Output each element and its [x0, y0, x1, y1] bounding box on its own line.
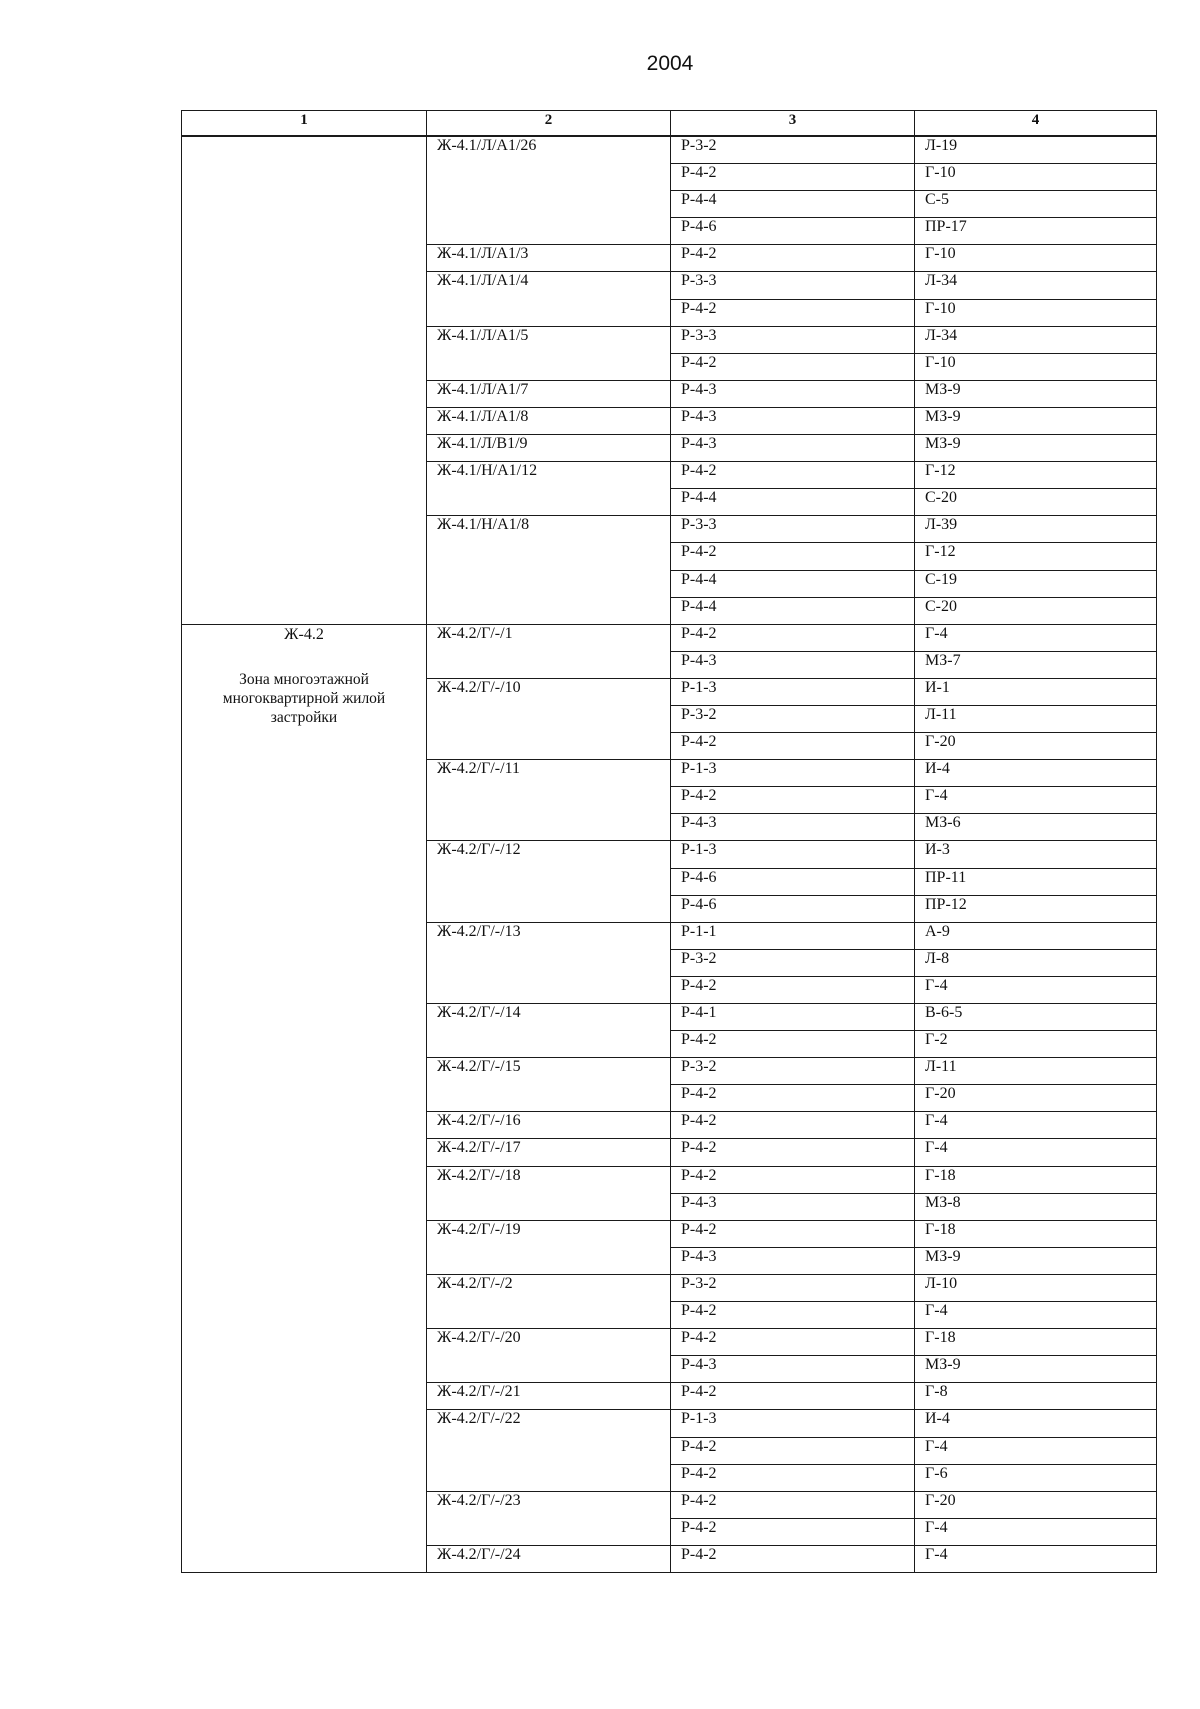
subzone-code: Ж-4.2/Г/-/19 [427, 1220, 671, 1274]
subzone-code: Ж-4.1/Л/А1/7 [427, 380, 671, 407]
subzone-code: Ж-4.2/Г/-/16 [427, 1112, 671, 1139]
regulation-code: Р-4-2 [671, 543, 915, 570]
sector-code: Л-11 [915, 1058, 1157, 1085]
subzone-code: Ж-4.2/Г/-/14 [427, 1004, 671, 1058]
sector-code: Г-10 [915, 299, 1157, 326]
sector-code: С-20 [915, 597, 1157, 624]
regulation-code: Р-4-4 [671, 570, 915, 597]
header-row [182, 111, 1157, 137]
table-row [182, 624, 1157, 651]
sector-code: Г-10 [915, 353, 1157, 380]
regulation-code: Р-3-2 [671, 949, 915, 976]
regulation-code: Р-4-2 [671, 1031, 915, 1058]
regulation-code: Р-4-2 [671, 1139, 915, 1166]
table-body [182, 136, 1157, 1572]
subzone-code: Ж-4.2/Г/-/17 [427, 1139, 671, 1166]
subzone-code: Ж-4.1/Л/В1/9 [427, 435, 671, 462]
subzone-code: Ж-4.2/Г/-/2 [427, 1274, 671, 1328]
regulation-code: Р-4-2 [671, 353, 915, 380]
regulation-code: Р-1-3 [671, 678, 915, 705]
sector-code: ПР-12 [915, 895, 1157, 922]
regulation-code: Р-4-2 [671, 1518, 915, 1545]
sector-code: Г-20 [915, 1085, 1157, 1112]
sector-code: Г-8 [915, 1383, 1157, 1410]
regulation-code: Р-4-2 [671, 245, 915, 272]
sector-code: Г-20 [915, 1491, 1157, 1518]
regulation-code: Р-4-2 [671, 1437, 915, 1464]
regulation-code: Р-3-3 [671, 516, 915, 543]
zone-code: Ж-4.2 [284, 625, 324, 643]
regulation-code: Р-4-6 [671, 868, 915, 895]
sector-code: Л-10 [915, 1274, 1157, 1301]
regulation-code: Р-4-2 [671, 1329, 915, 1356]
regulation-code: Р-3-2 [671, 1274, 915, 1301]
regulation-code: Р-4-2 [671, 1085, 915, 1112]
subzone-code: Ж-4.2/Г/-/12 [427, 841, 671, 922]
subzone-code: Ж-4.1/Л/А1/8 [427, 407, 671, 434]
subzone-code: Ж-4.2/Г/-/18 [427, 1166, 671, 1220]
sector-code: Г-10 [915, 164, 1157, 191]
regulation-code: Р-4-3 [671, 1193, 915, 1220]
regulation-code: Р-4-2 [671, 1112, 915, 1139]
regulation-code: Р-4-2 [671, 976, 915, 1003]
subzone-code: Ж-4.2/Г/-/11 [427, 760, 671, 841]
regulation-code: Р-4-2 [671, 1220, 915, 1247]
sector-code: Г-18 [915, 1220, 1157, 1247]
subzone-code: Ж-4.1/Н/А1/8 [427, 516, 671, 624]
sector-code: С-5 [915, 191, 1157, 218]
regulation-code: Р-4-4 [671, 191, 915, 218]
regulation-code: Р-1-3 [671, 841, 915, 868]
sector-code: Г-18 [915, 1329, 1157, 1356]
regulation-code: Р-4-2 [671, 164, 915, 191]
subzone-code: Ж-4.2/Г/-/1 [427, 624, 671, 678]
regulation-code: Р-4-2 [671, 299, 915, 326]
regulation-code: Р-4-3 [671, 1247, 915, 1274]
sector-code: МЗ-9 [915, 435, 1157, 462]
regulation-code: Р-4-2 [671, 462, 915, 489]
regulation-code: Р-4-4 [671, 489, 915, 516]
sector-code: Г-4 [915, 1545, 1157, 1572]
sector-code: Г-10 [915, 245, 1157, 272]
regulation-code: Р-4-6 [671, 218, 915, 245]
regulation-code: Р-4-2 [671, 1302, 915, 1329]
sector-code: Г-20 [915, 733, 1157, 760]
sector-code: И-1 [915, 678, 1157, 705]
sector-code: Л-8 [915, 949, 1157, 976]
subzone-code: Ж-4.2/Г/-/24 [427, 1545, 671, 1572]
sector-code: ПР-11 [915, 868, 1157, 895]
sector-code: И-4 [915, 760, 1157, 787]
subzone-code: Ж-4.1/Н/А1/12 [427, 462, 671, 516]
sector-code: Г-2 [915, 1031, 1157, 1058]
sector-code: Г-4 [915, 1112, 1157, 1139]
regulation-code: Р-3-3 [671, 272, 915, 299]
subzone-code: Ж-4.2/Г/-/10 [427, 678, 671, 759]
zone-cell [182, 136, 427, 624]
sector-code: Г-12 [915, 462, 1157, 489]
subzone-code: Ж-4.1/Л/А1/5 [427, 326, 671, 380]
zone-cell [182, 624, 427, 1572]
sector-code: Г-12 [915, 543, 1157, 570]
sector-code: Л-39 [915, 516, 1157, 543]
header-col-1: 1 [182, 111, 427, 137]
subzone-code: Ж-4.2/Г/-/21 [427, 1383, 671, 1410]
regulation-code: Р-4-3 [671, 407, 915, 434]
sector-code: МЗ-8 [915, 1193, 1157, 1220]
regulation-code: Р-4-3 [671, 380, 915, 407]
sector-code: Г-4 [915, 1437, 1157, 1464]
regulation-code: Р-4-3 [671, 651, 915, 678]
regulation-code: Р-4-6 [671, 895, 915, 922]
subzone-code: Ж-4.1/Л/А1/3 [427, 245, 671, 272]
sector-code: МЗ-9 [915, 1247, 1157, 1274]
sector-code: МЗ-6 [915, 814, 1157, 841]
regulation-code: Р-3-2 [671, 1058, 915, 1085]
sector-code: Л-34 [915, 272, 1157, 299]
sector-code: Г-4 [915, 1518, 1157, 1545]
sector-code: Г-4 [915, 1302, 1157, 1329]
sector-code: Г-4 [915, 1139, 1157, 1166]
sector-code: Г-4 [915, 624, 1157, 651]
subzone-code: Ж-4.2/Г/-/15 [427, 1058, 671, 1112]
sector-code: Г-4 [915, 976, 1157, 1003]
regulation-code: Р-4-2 [671, 1464, 915, 1491]
regulation-code: Р-4-3 [671, 1356, 915, 1383]
sector-code: Л-19 [915, 136, 1157, 164]
regulation-code: Р-1-3 [671, 1410, 915, 1437]
sector-code: Л-34 [915, 326, 1157, 353]
regulation-code: Р-3-2 [671, 705, 915, 732]
header-col-2: 2 [427, 111, 671, 137]
regulation-code: Р-4-2 [671, 1383, 915, 1410]
subzone-code: Ж-4.2/Г/-/23 [427, 1491, 671, 1545]
regulation-code: Р-4-3 [671, 814, 915, 841]
sector-code: МЗ-7 [915, 651, 1157, 678]
sector-code: Г-18 [915, 1166, 1157, 1193]
subzone-code: Ж-4.2/Г/-/22 [427, 1410, 671, 1491]
subzone-code: Ж-4.1/Л/А1/4 [427, 272, 671, 326]
regulation-code: Р-4-2 [671, 787, 915, 814]
regulation-code: Р-3-2 [671, 136, 915, 164]
sector-code: Г-6 [915, 1464, 1157, 1491]
sector-code: И-3 [915, 841, 1157, 868]
sector-code: В-6-5 [915, 1004, 1157, 1031]
zone-description: Зона многоэтажной многоквартирной жилой застройки [222, 670, 386, 726]
header-col-3: 3 [671, 111, 915, 137]
sector-code: Г-4 [915, 787, 1157, 814]
sector-code: И-4 [915, 1410, 1157, 1437]
header-col-4: 4 [915, 111, 1157, 137]
sector-code: МЗ-9 [915, 1356, 1157, 1383]
regulation-code: Р-4-4 [671, 597, 915, 624]
sector-code: МЗ-9 [915, 407, 1157, 434]
subzone-code: Ж-4.1/Л/А1/26 [427, 136, 671, 245]
table-row [182, 136, 1157, 164]
subzone-code: Ж-4.2/Г/-/20 [427, 1329, 671, 1383]
regulation-code: Р-4-2 [671, 733, 915, 760]
regulation-code: Р-4-3 [671, 435, 915, 462]
sector-code: А-9 [915, 922, 1157, 949]
sector-code: С-19 [915, 570, 1157, 597]
regulation-code: Р-4-2 [671, 1166, 915, 1193]
subzone-code: Ж-4.2/Г/-/13 [427, 922, 671, 1003]
regulation-code: Р-3-3 [671, 326, 915, 353]
sector-code: МЗ-9 [915, 380, 1157, 407]
regulation-code: Р-1-1 [671, 922, 915, 949]
regulation-code: Р-1-3 [671, 760, 915, 787]
sector-code: Л-11 [915, 705, 1157, 732]
regulation-code: Р-4-2 [671, 624, 915, 651]
regulation-code: Р-4-1 [671, 1004, 915, 1031]
zones-table [181, 110, 1157, 1573]
regulation-code: Р-4-2 [671, 1491, 915, 1518]
sector-code: С-20 [915, 489, 1157, 516]
page-number: 2004 [646, 52, 694, 75]
sector-code: ПР-17 [915, 218, 1157, 245]
regulation-code: Р-4-2 [671, 1545, 915, 1572]
